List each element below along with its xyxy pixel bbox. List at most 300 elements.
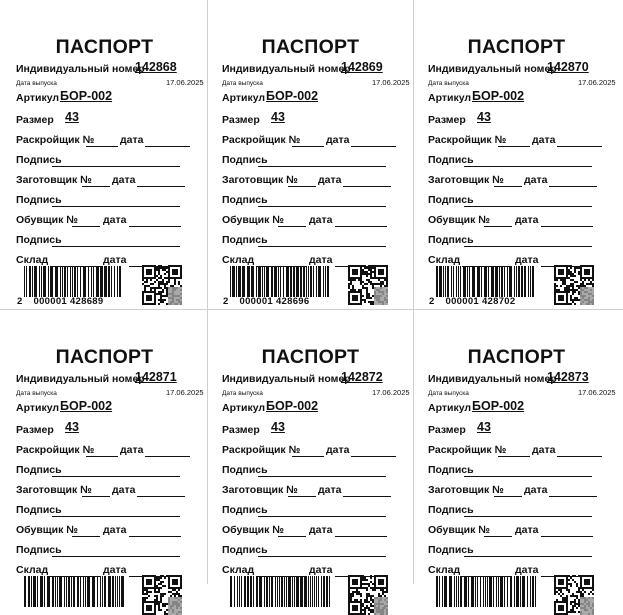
warehouse-label: Склад bbox=[222, 564, 255, 576]
barcode-bar bbox=[32, 266, 33, 297]
preparer-date-line[interactable] bbox=[137, 496, 185, 497]
warehouse-label: Склад bbox=[222, 254, 255, 266]
barcode-bar bbox=[310, 266, 312, 297]
barcode-bar bbox=[288, 576, 291, 607]
barcode-bar bbox=[327, 266, 329, 297]
article-value: БОР-002 bbox=[472, 89, 525, 103]
barcode-bar bbox=[308, 266, 309, 297]
warehouse-date-label: дата bbox=[309, 564, 333, 576]
barcode-bar bbox=[39, 266, 40, 297]
barcode-bar bbox=[266, 576, 268, 607]
preparer-date-line[interactable] bbox=[549, 186, 597, 187]
shoemaker-number-line[interactable] bbox=[278, 226, 306, 227]
preparer-date-line[interactable] bbox=[549, 496, 597, 497]
barcode-number bbox=[223, 606, 228, 615]
barcode-bar bbox=[64, 576, 65, 607]
signature-line[interactable] bbox=[464, 166, 592, 167]
barcode-bar bbox=[532, 576, 534, 607]
barcode-group-2: 428689 bbox=[69, 296, 104, 305]
preparer-number-line[interactable] bbox=[82, 496, 110, 497]
shoemaker-date-label: дата bbox=[103, 524, 127, 536]
signature-label: Подпись bbox=[428, 504, 474, 516]
shoemaker-date-line[interactable] bbox=[541, 226, 593, 227]
barcode-bar bbox=[80, 266, 81, 297]
barcode-bar bbox=[62, 266, 63, 297]
signature-line[interactable] bbox=[258, 476, 386, 477]
barcode-bar bbox=[323, 576, 325, 607]
barcode-bar bbox=[313, 266, 314, 297]
preparer-label: Заготовщик № bbox=[428, 484, 504, 496]
barcode-group-1: 000001 bbox=[445, 296, 480, 305]
barcode-bar bbox=[236, 266, 237, 297]
signature-line[interactable] bbox=[258, 516, 386, 517]
shoemaker-date-label: дата bbox=[515, 214, 539, 226]
id-label: Индивидуальный номер bbox=[16, 373, 145, 385]
barcode-bar bbox=[281, 576, 283, 607]
barcode-bar bbox=[41, 266, 42, 297]
barcode-bar bbox=[292, 576, 293, 607]
barcode-bar bbox=[468, 576, 469, 607]
signature-line[interactable] bbox=[52, 556, 180, 557]
barcode-bar bbox=[436, 576, 438, 607]
barcode-bar bbox=[304, 576, 307, 607]
issue-date-value: 17.06.2025 bbox=[578, 78, 616, 87]
id-number: 142873 bbox=[547, 370, 589, 384]
preparer-number-line[interactable] bbox=[494, 186, 522, 187]
passport-card bbox=[208, 310, 413, 615]
barcode-bar bbox=[284, 576, 285, 607]
shoemaker-number-line[interactable] bbox=[278, 536, 306, 537]
passport-card bbox=[2, 310, 207, 615]
cutter-label: Раскройщик № bbox=[222, 444, 301, 456]
barcode-bar bbox=[230, 576, 232, 607]
cutter-date-line[interactable] bbox=[557, 456, 602, 457]
barcode-number bbox=[17, 606, 22, 615]
issue-date-value: 17.06.2025 bbox=[166, 78, 204, 87]
cutter-number-line[interactable] bbox=[498, 456, 530, 457]
size-value: 43 bbox=[477, 110, 491, 124]
barcode bbox=[230, 266, 330, 297]
id-label: Индивидуальный номер bbox=[222, 373, 351, 385]
qr-code bbox=[554, 265, 594, 305]
barcode-bar bbox=[290, 266, 292, 297]
barcode-bar bbox=[37, 576, 38, 607]
barcode-bar bbox=[316, 576, 317, 607]
barcode-bar bbox=[277, 576, 278, 607]
id-label: Индивидуальный номер bbox=[428, 373, 557, 385]
barcode-bar bbox=[460, 266, 461, 297]
id-label: Индивидуальный номер bbox=[428, 63, 557, 75]
barcode-bar bbox=[300, 576, 303, 607]
cutter-number-line[interactable] bbox=[292, 456, 324, 457]
barcode-bar bbox=[85, 576, 86, 607]
preparer-date-line[interactable] bbox=[343, 496, 391, 497]
barcode-bar bbox=[24, 266, 25, 297]
preparer-number-line[interactable] bbox=[288, 496, 316, 497]
barcode-bar bbox=[77, 576, 79, 607]
barcode-bar bbox=[447, 266, 449, 297]
barcode-group-2: 428702 bbox=[481, 296, 516, 305]
barcode-bar bbox=[496, 576, 497, 607]
passport-card bbox=[2, 0, 207, 305]
issue-date-label: Дата выпуска bbox=[428, 390, 469, 397]
warehouse-label: Склад bbox=[428, 254, 461, 266]
barcode-bar bbox=[274, 266, 277, 297]
barcode-bar bbox=[477, 266, 480, 297]
size-value: 43 bbox=[65, 420, 79, 434]
signature-label: Подпись bbox=[222, 504, 268, 516]
passport-title: ПАСПОРТ bbox=[467, 36, 566, 58]
barcode-bar bbox=[100, 576, 101, 607]
preparer-label: Заготовщик № bbox=[222, 174, 298, 186]
barcode-bar bbox=[321, 576, 322, 607]
signature-label: Подпись bbox=[428, 464, 474, 476]
barcode-bar bbox=[271, 266, 273, 297]
id-number: 142868 bbox=[135, 60, 177, 74]
shoemaker-label: Обувщик № bbox=[222, 524, 285, 536]
issue-date-value: 17.06.2025 bbox=[372, 78, 410, 87]
barcode-bar bbox=[507, 266, 508, 297]
barcode-bar bbox=[57, 576, 58, 607]
signature-line[interactable] bbox=[464, 246, 592, 247]
barcode-bar bbox=[119, 576, 120, 607]
barcode-bar bbox=[463, 266, 466, 297]
issue-date-value: 17.06.2025 bbox=[372, 388, 410, 397]
size-label: Размер bbox=[428, 424, 466, 436]
barcode-bar bbox=[314, 576, 315, 607]
barcode-bar bbox=[100, 266, 103, 297]
shoemaker-label: Обувщик № bbox=[16, 214, 79, 226]
signature-line[interactable] bbox=[464, 206, 592, 207]
barcode-bar bbox=[77, 266, 78, 297]
signature-label: Подпись bbox=[428, 154, 474, 166]
barcode-bar bbox=[264, 266, 265, 297]
barcode-bar bbox=[510, 576, 512, 607]
barcode-bar bbox=[108, 576, 111, 607]
signature-label: Подпись bbox=[428, 544, 474, 556]
signature-label: Подпись bbox=[428, 194, 474, 206]
id-number: 142869 bbox=[341, 60, 383, 74]
preparer-label: Заготовщик № bbox=[16, 484, 92, 496]
barcode-bar bbox=[444, 576, 447, 607]
barcode bbox=[24, 576, 124, 607]
cutter-date-line[interactable] bbox=[145, 146, 190, 147]
barcode-bar bbox=[528, 266, 529, 297]
barcode-bar bbox=[242, 266, 245, 297]
article-label: Артикул bbox=[222, 402, 266, 414]
cutter-date-line[interactable] bbox=[351, 456, 396, 457]
barcode-prefix: 2 bbox=[17, 296, 23, 305]
barcode-bar bbox=[507, 576, 508, 607]
shoemaker-date-label: дата bbox=[309, 524, 333, 536]
barcode-bar bbox=[232, 266, 235, 297]
cutter-label: Раскройщик № bbox=[16, 444, 95, 456]
barcode-bar bbox=[481, 266, 482, 297]
barcode-bar bbox=[262, 266, 263, 297]
barcode-bar bbox=[300, 266, 302, 297]
barcode-bar bbox=[238, 266, 241, 297]
shoemaker-label: Обувщик № bbox=[222, 214, 285, 226]
barcode-bar bbox=[230, 266, 231, 297]
barcode bbox=[436, 576, 536, 607]
barcode-bar bbox=[443, 266, 444, 297]
preparer-date-label: дата bbox=[318, 174, 342, 186]
signature-label: Подпись bbox=[222, 544, 268, 556]
signature-label: Подпись bbox=[16, 504, 62, 516]
cutter-number-line[interactable] bbox=[86, 456, 118, 457]
barcode-bar bbox=[460, 576, 462, 607]
barcode-bar bbox=[293, 266, 295, 297]
shoemaker-date-label: дата bbox=[103, 214, 127, 226]
barcode-bar bbox=[50, 266, 53, 297]
barcode-bar bbox=[471, 576, 474, 607]
passport-card bbox=[414, 310, 619, 615]
preparer-date-label: дата bbox=[112, 484, 136, 496]
barcode-group-1: 000001 bbox=[33, 296, 68, 305]
signature-label: Подпись bbox=[16, 194, 62, 206]
barcode-bar bbox=[458, 266, 459, 297]
preparer-date-line[interactable] bbox=[343, 186, 391, 187]
signature-line[interactable] bbox=[258, 246, 386, 247]
cutter-date-line[interactable] bbox=[351, 146, 396, 147]
barcode bbox=[230, 576, 330, 607]
cutter-number-line[interactable] bbox=[498, 146, 530, 147]
signature-line[interactable] bbox=[464, 516, 592, 517]
barcode-bar bbox=[74, 266, 76, 297]
warehouse-date-label: дата bbox=[515, 254, 539, 266]
barcode-bar bbox=[26, 266, 27, 297]
barcode-bar bbox=[256, 266, 257, 297]
barcode-bar bbox=[31, 576, 32, 607]
signature-line[interactable] bbox=[464, 556, 592, 557]
signature-label: Подпись bbox=[16, 154, 62, 166]
shoemaker-number-line[interactable] bbox=[484, 226, 512, 227]
barcode-bar bbox=[43, 266, 46, 297]
passport-card bbox=[414, 0, 619, 305]
size-value: 43 bbox=[65, 110, 79, 124]
barcode-bar bbox=[60, 266, 61, 297]
barcode-bar bbox=[516, 266, 517, 297]
barcode-bar bbox=[453, 266, 454, 297]
barcode-bar bbox=[439, 266, 442, 297]
barcode-bar bbox=[449, 576, 452, 607]
size-label: Размер bbox=[428, 114, 466, 126]
barcode-bar bbox=[253, 576, 254, 607]
barcode-bar bbox=[454, 576, 455, 607]
barcode-bar bbox=[445, 266, 446, 297]
issue-date-label: Дата выпуска bbox=[428, 80, 469, 87]
cutter-label: Раскройщик № bbox=[222, 134, 301, 146]
issue-date-label: Дата выпуска bbox=[222, 390, 263, 397]
cutter-date-label: дата bbox=[532, 134, 556, 146]
cutter-date-line[interactable] bbox=[145, 456, 190, 457]
barcode-bar bbox=[244, 576, 246, 607]
preparer-number-line[interactable] bbox=[82, 186, 110, 187]
barcode-bar bbox=[491, 266, 494, 297]
barcode-bar bbox=[239, 576, 240, 607]
barcode-bar bbox=[480, 576, 481, 607]
barcode-bar bbox=[488, 266, 489, 297]
shoemaker-label: Обувщик № bbox=[428, 214, 491, 226]
barcode-bar bbox=[530, 576, 531, 607]
barcode-bar bbox=[483, 576, 484, 607]
barcode-bar bbox=[48, 266, 49, 297]
barcode-bar bbox=[532, 266, 534, 297]
barcode bbox=[436, 266, 536, 297]
barcode-bar bbox=[514, 266, 515, 297]
barcode-bar bbox=[456, 576, 457, 607]
cutter-date-label: дата bbox=[120, 134, 144, 146]
barcode-bar bbox=[442, 576, 443, 607]
article-label: Артикул bbox=[428, 92, 472, 104]
barcode-bar bbox=[264, 576, 265, 607]
barcode-bar bbox=[501, 266, 503, 297]
barcode-bar bbox=[326, 576, 328, 607]
signature-line[interactable] bbox=[52, 516, 180, 517]
barcode-number bbox=[429, 296, 515, 305]
article-value: БОР-002 bbox=[266, 89, 319, 103]
shoemaker-number-line[interactable] bbox=[484, 536, 512, 537]
preparer-date-label: дата bbox=[112, 174, 136, 186]
barcode-bar bbox=[530, 266, 531, 297]
barcode-bar bbox=[286, 576, 287, 607]
signature-line[interactable] bbox=[258, 556, 386, 557]
barcode-bar bbox=[67, 266, 68, 297]
qr-code bbox=[554, 575, 594, 615]
barcode-bar bbox=[516, 576, 519, 607]
barcode-bar bbox=[310, 576, 311, 607]
shoemaker-date-line[interactable] bbox=[541, 536, 593, 537]
barcode-bar bbox=[64, 266, 66, 297]
shoemaker-number-line[interactable] bbox=[72, 536, 100, 537]
barcode-bar bbox=[24, 576, 26, 607]
shoemaker-date-line[interactable] bbox=[335, 536, 387, 537]
barcode-bar bbox=[55, 576, 56, 607]
issue-date-value: 17.06.2025 bbox=[166, 388, 204, 397]
signature-label: Подпись bbox=[222, 464, 268, 476]
barcode-bar bbox=[500, 576, 503, 607]
signature-line[interactable] bbox=[52, 166, 180, 167]
signature-line[interactable] bbox=[258, 206, 386, 207]
shoemaker-date-line[interactable] bbox=[335, 226, 387, 227]
cutter-date-label: дата bbox=[120, 444, 144, 456]
article-value: БОР-002 bbox=[60, 399, 113, 413]
issue-date-label: Дата выпуска bbox=[16, 390, 57, 397]
barcode-group-2: 428696 bbox=[275, 296, 310, 305]
barcode-prefix: 2 bbox=[223, 296, 229, 305]
barcode-bar bbox=[524, 266, 526, 297]
barcode-bar bbox=[104, 576, 106, 607]
barcode bbox=[24, 266, 124, 297]
signature-line[interactable] bbox=[52, 246, 180, 247]
cutter-label: Раскройщик № bbox=[428, 444, 507, 456]
preparer-number-line[interactable] bbox=[288, 186, 316, 187]
barcode-bar bbox=[68, 576, 70, 607]
preparer-date-line[interactable] bbox=[137, 186, 185, 187]
barcode-bar bbox=[436, 266, 438, 297]
preparer-date-label: дата bbox=[318, 484, 342, 496]
barcode-bar bbox=[250, 576, 252, 607]
barcode-bar bbox=[96, 266, 99, 297]
cutter-number-line[interactable] bbox=[86, 146, 118, 147]
id-number: 142870 bbox=[547, 60, 589, 74]
signature-line[interactable] bbox=[52, 476, 180, 477]
cutter-date-label: дата bbox=[326, 134, 350, 146]
barcode-bar bbox=[469, 266, 470, 297]
issue-date-value: 17.06.2025 bbox=[578, 388, 616, 397]
article-value: БОР-002 bbox=[266, 399, 319, 413]
passport-title: ПАСПОРТ bbox=[55, 36, 154, 58]
barcode-bar bbox=[269, 576, 270, 607]
signature-label: Подпись bbox=[222, 154, 268, 166]
barcode-number bbox=[17, 296, 103, 305]
cutter-number-line[interactable] bbox=[292, 146, 324, 147]
signature-line[interactable] bbox=[52, 206, 180, 207]
barcode-bar bbox=[484, 266, 487, 297]
barcode-bar bbox=[234, 576, 235, 607]
shoemaker-number-line[interactable] bbox=[72, 226, 100, 227]
barcode-group-1: 000001 bbox=[239, 296, 274, 305]
passport-title: ПАСПОРТ bbox=[467, 346, 566, 368]
barcode-bar bbox=[504, 266, 505, 297]
barcode-bar bbox=[92, 576, 95, 607]
barcode-bar bbox=[318, 576, 319, 607]
barcode-bar bbox=[72, 266, 73, 297]
issue-date-label: Дата выпуска bbox=[16, 80, 57, 87]
barcode-bar bbox=[509, 266, 512, 297]
barcode-bar bbox=[535, 576, 536, 607]
barcode-bar bbox=[80, 576, 81, 607]
barcode-bar bbox=[44, 576, 45, 607]
article-label: Артикул bbox=[16, 92, 60, 104]
cutter-date-line[interactable] bbox=[557, 146, 602, 147]
size-label: Размер bbox=[16, 114, 54, 126]
warehouse-label: Склад bbox=[16, 564, 49, 576]
barcode-bar bbox=[66, 576, 67, 607]
barcode-bar bbox=[112, 576, 114, 607]
article-label: Артикул bbox=[222, 92, 266, 104]
shoemaker-date-line[interactable] bbox=[129, 536, 181, 537]
preparer-number-line[interactable] bbox=[494, 496, 522, 497]
passport-title: ПАСПОРТ bbox=[261, 346, 360, 368]
article-label: Артикул bbox=[16, 402, 60, 414]
qr-code bbox=[348, 265, 388, 305]
barcode-bar bbox=[325, 266, 326, 297]
barcode-bar bbox=[91, 266, 92, 297]
id-number: 142871 bbox=[135, 370, 177, 384]
barcode-bar bbox=[522, 576, 525, 607]
barcode-bar bbox=[514, 576, 515, 607]
cutter-label: Раскройщик № bbox=[16, 134, 95, 146]
barcode-bar bbox=[527, 576, 528, 607]
preparer-label: Заготовщик № bbox=[428, 174, 504, 186]
qr-code bbox=[142, 575, 182, 615]
signature-line[interactable] bbox=[258, 166, 386, 167]
barcode-bar bbox=[256, 576, 258, 607]
signature-line[interactable] bbox=[464, 476, 592, 477]
warehouse-date-label: дата bbox=[103, 254, 127, 266]
barcode-bar bbox=[312, 576, 313, 607]
barcode-number bbox=[223, 296, 309, 305]
barcode-bar bbox=[104, 266, 107, 297]
shoemaker-date-line[interactable] bbox=[129, 226, 181, 227]
id-label: Индивидуальный номер bbox=[16, 63, 145, 75]
cutter-date-label: дата bbox=[532, 444, 556, 456]
barcode-bar bbox=[303, 266, 305, 297]
signature-label: Подпись bbox=[16, 464, 62, 476]
barcode-bar bbox=[475, 576, 476, 607]
preparer-label: Заготовщик № bbox=[222, 484, 298, 496]
